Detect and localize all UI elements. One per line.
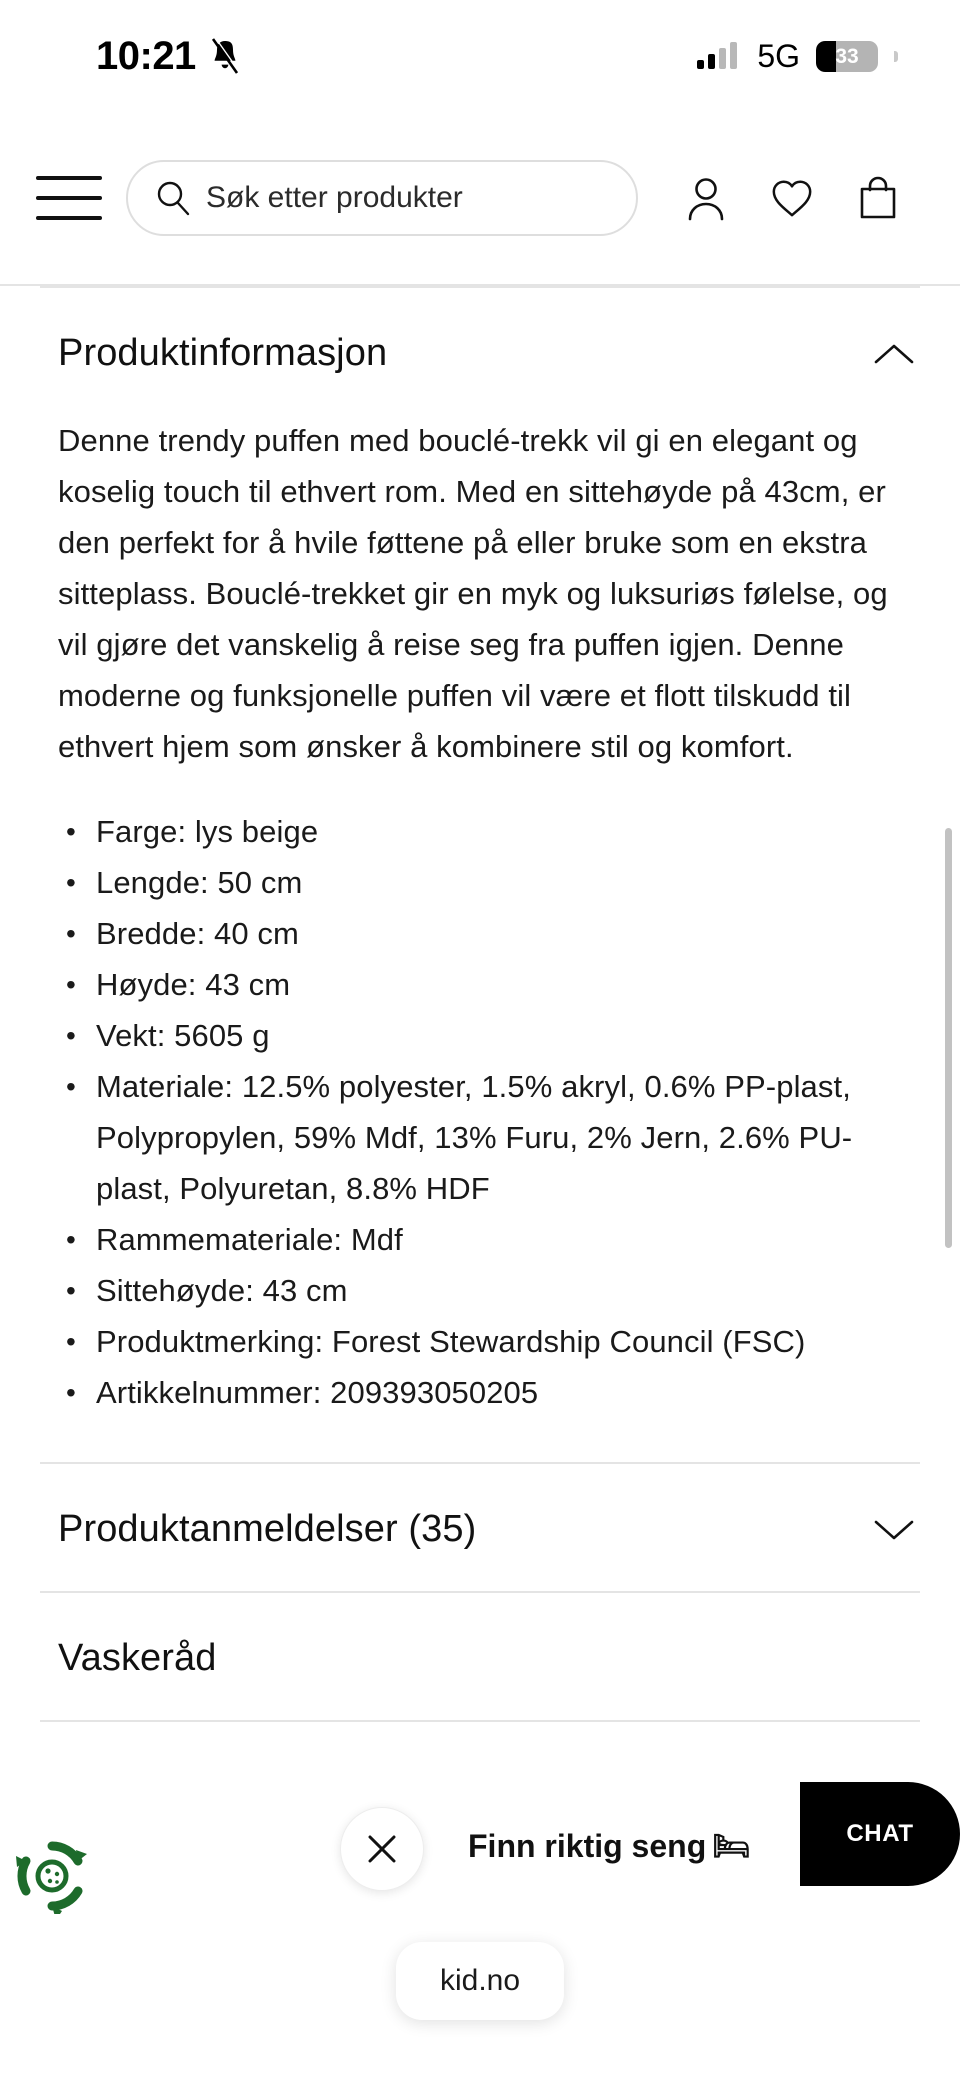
status-time: 10:21: [96, 34, 196, 78]
site-header: [0, 112, 960, 284]
status-bar-right: [697, 38, 898, 75]
chevron-down-icon[interactable]: [872, 1517, 916, 1543]
promo-banner-text[interactable]: [468, 1828, 750, 1865]
status-bar-left: [96, 36, 242, 76]
accordion-product-info-header[interactable]: [0, 288, 960, 415]
search-placeholder-text: Søk etter produkter: [206, 181, 463, 214]
hamburger-menu-icon[interactable]: [36, 176, 102, 220]
list-item: • Rammemateriale: Mdf: [58, 1214, 902, 1265]
reviews-title: Produktanmeldelser (35): [58, 1508, 477, 1550]
signal-bars-icon: [697, 43, 737, 69]
close-icon: [365, 1832, 399, 1866]
chevron-up-icon[interactable]: [872, 341, 916, 367]
product-info-body: [0, 415, 960, 1418]
list-item: • Artikkelnummer: 209393050205: [58, 1367, 902, 1418]
promo-close-button[interactable]: [340, 1807, 424, 1891]
browser-domain-chip[interactable]: [396, 1942, 564, 2020]
heart-icon[interactable]: [770, 175, 814, 221]
page-title: Produktinformasjon: [58, 332, 388, 374]
user-icon[interactable]: [684, 175, 728, 221]
list-item: • Vekt: 5605 g: [58, 1010, 902, 1061]
list-item: • Bredde: 40 cm: [58, 908, 902, 959]
battery-cap: [894, 51, 898, 62]
list-item: • Lengde: 50 cm: [58, 857, 902, 908]
accordion-reviews-header[interactable]: [0, 1464, 960, 1591]
list-item: • Sittehøyde: 43 cm: [58, 1265, 902, 1316]
list-item: • Farge: lys beige: [58, 806, 902, 857]
list-item: • Materiale: 12.5% polyester, 1.5% akryl, 0.6% PP-plast, Polypropylen, 59% Mdf, 13% Furu, 2% Jern, 2.6% PU-plast, Polyuretan, 8.8% HDF: [58, 1061, 902, 1214]
promo-label: Finn riktig seng: [468, 1828, 707, 1864]
scrollbar[interactable]: [945, 828, 952, 1248]
bed-icon: 🛏: [712, 1830, 751, 1863]
washing-bottom-divider: [40, 1720, 920, 1722]
shopping-bag-icon[interactable]: [856, 175, 900, 221]
list-item: • Høyde: 43 cm: [58, 959, 902, 1010]
browser-domain-label: kid.no: [439, 1964, 521, 1997]
accordion-washing-header[interactable]: [0, 1593, 960, 1720]
list-item: • Produktmerking: Forest Stewardship Council (FSC): [58, 1316, 902, 1367]
status-bar: [0, 0, 960, 112]
chat-button[interactable]: [800, 1782, 960, 1886]
product-description: Denne trendy puffen med bouclé-trekk vil gi en elegant og koselig touch til ethvert rom. Med en sittehøyde på 43cm, er den perfekt for å hvile føttene på eller bruke som en ekstra sitteplass. Bouclé-trekket gir en myk og luksuriøs følelse, og vil gjøre det vanskelig å reise seg fra puffen igjen. Denne moderne og funksjonelle puffen vil være et flott tilskudd til ethvert hjem som ønsker å kombinere stil og komfort.: [58, 423, 888, 764]
chat-label: CHAT: [846, 1820, 914, 1847]
header-icon-group: [684, 175, 900, 221]
battery-percent-label: 33: [835, 44, 859, 68]
product-spec-list: [58, 806, 902, 1418]
washing-title: Vaskeråd: [58, 1637, 217, 1679]
search-icon: [154, 179, 192, 217]
main-content: [0, 284, 960, 1722]
search-input[interactable]: [126, 160, 638, 236]
cookie-consent-icon[interactable]: [14, 1838, 90, 1914]
network-type-label: 5G: [757, 37, 800, 74]
bell-slash-icon: [208, 37, 242, 75]
battery-indicator: [816, 41, 878, 72]
